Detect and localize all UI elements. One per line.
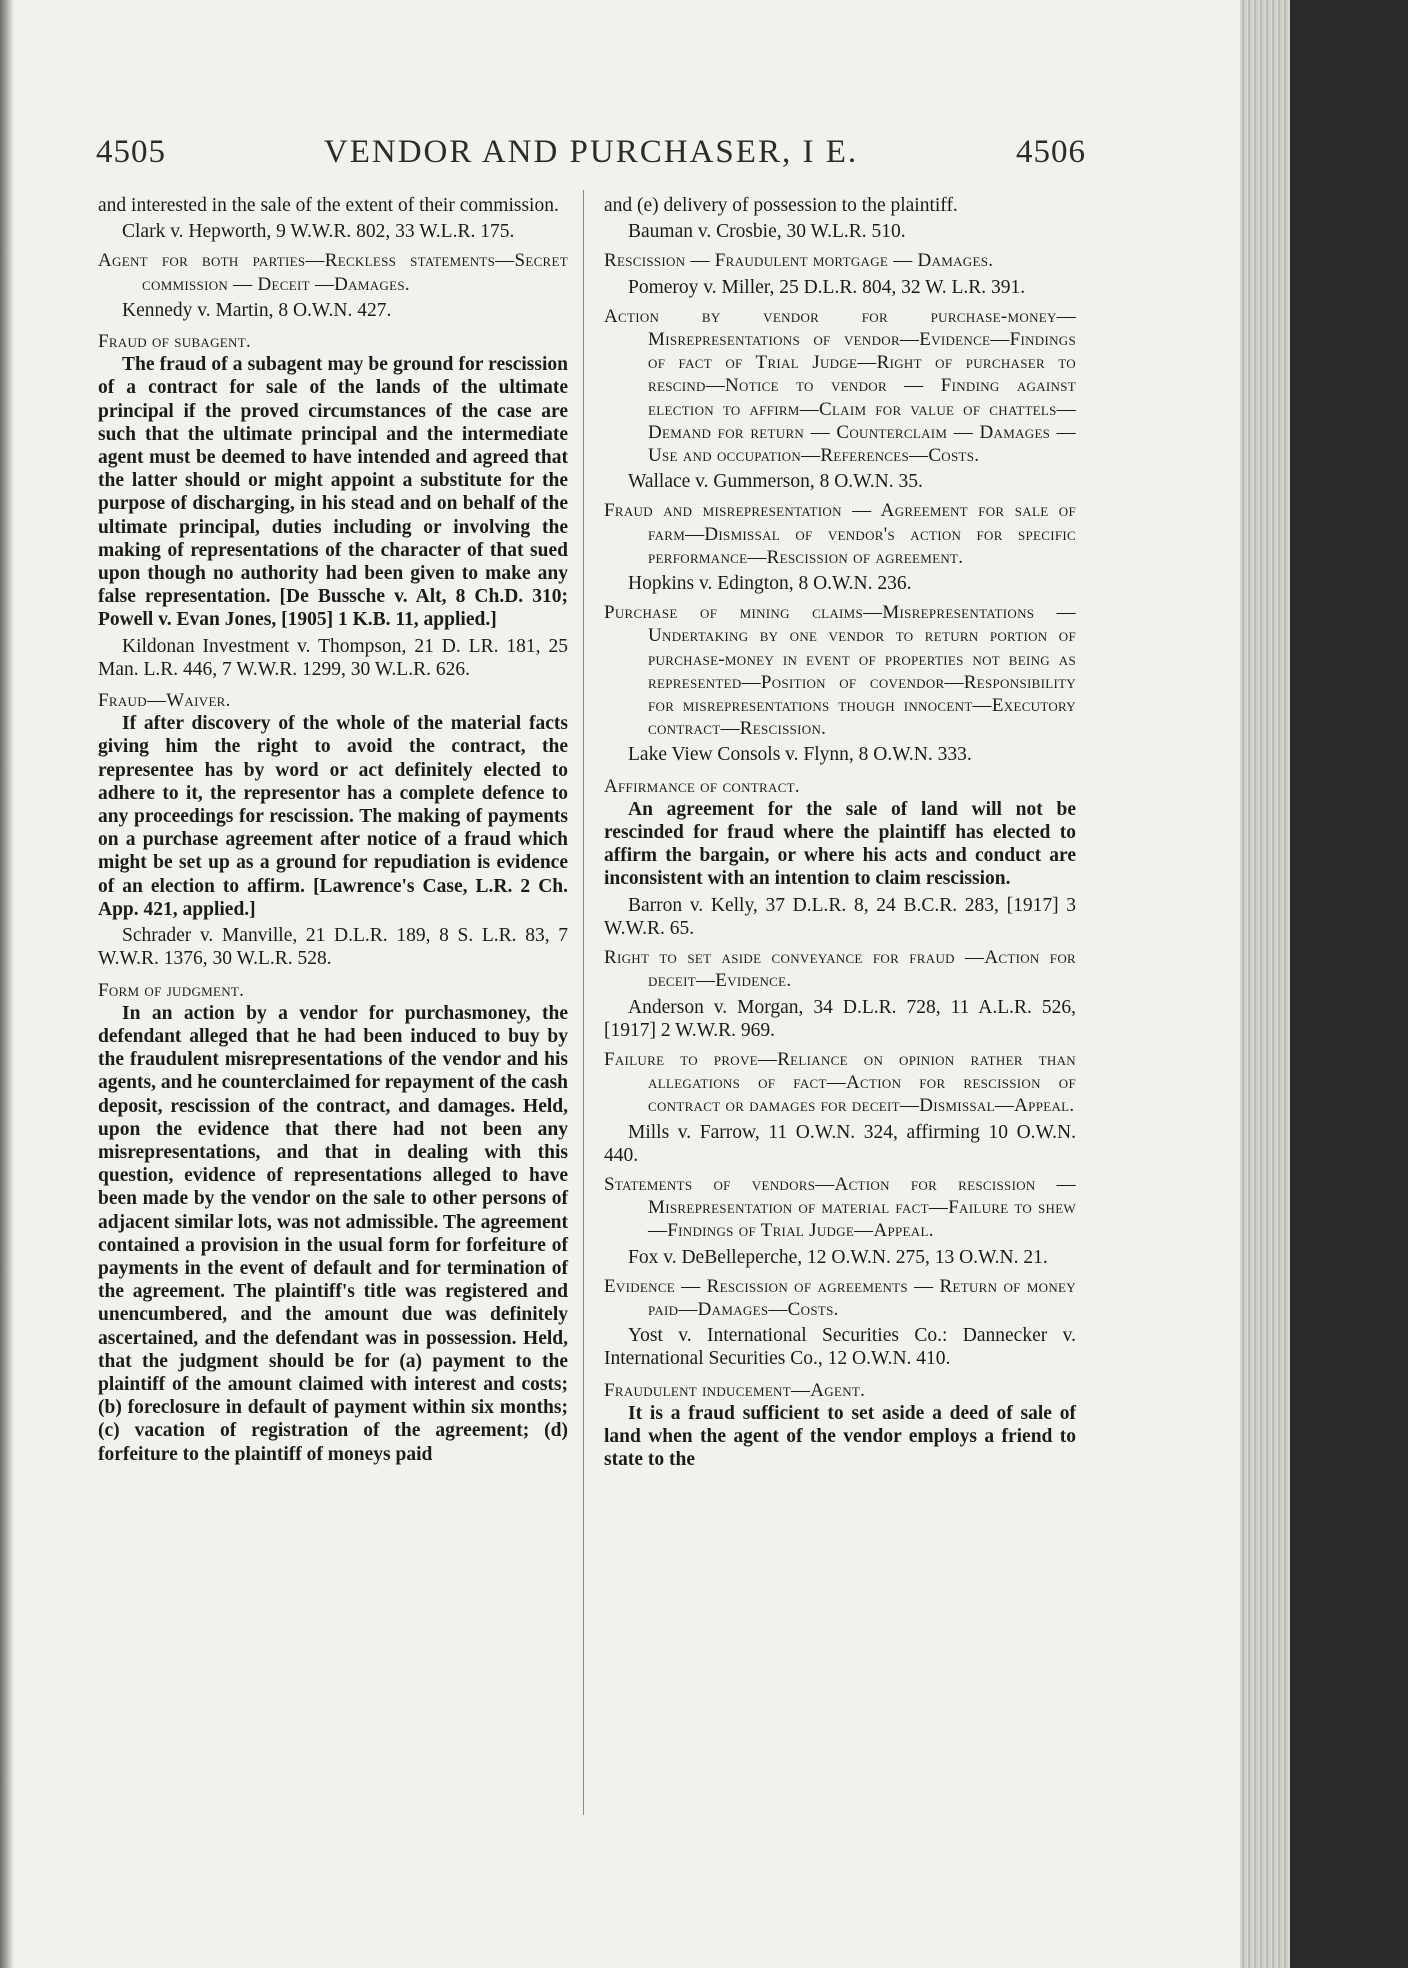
running-header	[96, 134, 1086, 178]
topic-heading: Evidence — Rescission of agreements — Return of money paid—Damages—Costs.	[604, 1275, 1076, 1320]
left-column	[98, 194, 568, 1466]
topic-heading: Fraud of subagent.	[98, 331, 252, 353]
right-column	[604, 194, 1076, 1471]
topic-heading: Form of judgment.	[98, 979, 245, 1001]
case-citation: Pomeroy v. Miller, 25 D.L.R. 804, 32 W. L.R. 391.	[628, 276, 1026, 298]
topic-heading: Failure to prove—Reliance on opinion rather than allegations of fact—Action for rescission of contract or damages for deceit—Dismissal—Appeal.	[604, 1048, 1076, 1117]
continued-text: and interested in the sale of the extent of their commission.	[98, 195, 559, 216]
case-citation: Yost v. International Securities Co.: Dannecker v. International Securities Co., 12 O.W.N. 410.	[604, 1325, 1076, 1370]
case-citation: Kildonan Investment v. Thompson, 21 D. LR. 181, 25 Man. L.R. 446, 7 W.W.R. 1299, 30 W.L.R. 626.	[98, 635, 568, 680]
case-citation: Clark v. Hepworth, 9 W.W.R. 802, 33 W.L.R. 175.	[122, 221, 515, 243]
case-citation: Barron v. Kelly, 37 D.L.R. 8, 24 B.C.R. 283, [1917] 3 W.W.R. 65.	[604, 894, 1076, 939]
headnote-text: If after discovery of the whole of the material facts giving him the right to avoid the contract, the representee has by word or act definitely elected to adhere to it, the representor has a complete defence to any proceedings for rescission. The making of payments on a purchase agreement after notice of a fraud which might be set up as a ground for repudiation is evidence of an election to affirm. [Lawrence's Case, L.R. 2 Ch. App. 421, applied.]	[98, 713, 568, 920]
topic-heading: Rescission — Fraudulent mortgage — Damages.	[604, 250, 994, 272]
topic-heading: Action by vendor for purchase-money—Misrepresentations of vendor—Evidence—Findings of fact of Trial Judge—Right of purchaser to rescind—Notice to vendor — Finding against election to affirm—Claim for value of chattels—Demand for return — Counterclaim — Damages —Use and occupation—References—Costs.	[604, 305, 1076, 467]
case-citation: Wallace v. Gummerson, 8 O.W.N. 35.	[628, 471, 923, 493]
case-citation: Lake View Consols v. Flynn, 8 O.W.N. 333.	[628, 744, 972, 766]
case-citation: Kennedy v. Martin, 8 O.W.N. 427.	[122, 299, 392, 321]
topic-heading: Fraudulent inducement—Agent.	[604, 1379, 866, 1401]
headnote-text: The fraud of a subagent may be ground for rescission of a contract for sale of the lands of the ultimate principal if the proved circumstances of the case are such that the ultimate principal and the intermediate agent must be deemed to have intended and agreed that the latter should or might appoint a substitute for the purpose of discharging, in his stead and on behalf of the ultimate principal, duties including or involving the making of representations of the character of that sued upon though no authority had been given to make any false representation. [De Bussche v. Alt, 8 Ch.D. 310; Powell v. Evan Jones, [1905] 1 K.B. 11, applied.]	[98, 354, 568, 631]
headnote-text: In an action by a vendor for purchasmoney, the defendant alleged that he had been induced to buy by the fraudulent misrepresentations of the vendor and his agents, and he counterclaimed for repayment of the cash deposit, rescission of the contract, and damages. Held, upon the evidence that there had not been any misrepresentations, and that in dealing with this question, evidence of representations alleged to have been made by the vendor on the sale to other persons of adjacent similar lots, was not admissible. The agreement contained a provision in the usual form for forfeiture of payments in the event of default and for termination of the agreement. The plaintiff's title was registered and unencumbered, and the amount due was definitely ascertained, and the defendant was in possession. Held, that the judgment should be for (a) payment to the plaintiff of the amount claimed with interest and costs; (b) foreclosure in default of payment within six months; (c) vacation of registration of the agreement; (d) forfeiture to the plaintiff of moneys paid	[98, 1002, 568, 1465]
page-number-right: 4506	[1016, 134, 1086, 170]
page-stack-edge	[1240, 0, 1290, 1968]
running-title: VENDOR AND PURCHASER, I E.	[323, 134, 859, 170]
case-citation: Mills v. Farrow, 11 O.W.N. 324, affirming 10 O.W.N. 440.	[604, 1121, 1076, 1166]
case-citation: Fox v. DeBelleperche, 12 O.W.N. 275, 13 O.W.N. 21.	[628, 1246, 1048, 1268]
topic-heading: Affirmance of contract.	[604, 775, 800, 797]
topic-heading: Right to set aside conveyance for fraud —Action for deceit—Evidence.	[604, 947, 1076, 992]
page-gutter-shadow	[0, 0, 14, 1968]
headnote-text: An agreement for the sale of land will not be rescinded for fraud where the plaintiff has elected to affirm the bargain, or where his acts and conduct are inconsistent with an intention to claim rescission.	[604, 798, 1076, 890]
case-citation: Bauman v. Crosbie, 30 W.L.R. 510.	[628, 221, 906, 243]
topic-heading: Agent for both parties—Reckless statements—Secret commission — Deceit —Damages.	[98, 250, 568, 295]
case-citation: Schrader v. Manville, 21 D.L.R. 189, 8 S. L.R. 83, 7 W.W.R. 1376, 30 W.L.R. 528.	[98, 925, 568, 970]
topic-heading: Fraud and misrepresentation — Agreement for sale of farm—Dismissal of vendor's action for specific performance—Rescission of agreement.	[604, 500, 1076, 568]
topic-heading: Purchase of mining claims—Misrepresentations — Undertaking by one vendor to return portion of purchase-money in event of properties not being as represented—Position of covendor—Responsibility for misrepresentations though innocent—Executory contract—Rescission.	[604, 602, 1076, 740]
case-citation: Anderson v. Morgan, 34 D.L.R. 728, 11 A.L.R. 526, [1917] 2 W.W.R. 969.	[604, 996, 1076, 1041]
topic-heading: Statements of vendors—Action for rescission — Misrepresentation of material fact—Failure to shew—Findings of Trial Judge—Appeal.	[604, 1173, 1076, 1242]
continued-text: and (e) delivery of possession to the plaintiff.	[604, 195, 958, 216]
page-number-left: 4505	[96, 134, 166, 170]
column-divider	[583, 190, 584, 1815]
topic-heading: Fraud—Waiver.	[98, 690, 231, 712]
case-citation: Hopkins v. Edington, 8 O.W.N. 236.	[628, 573, 912, 595]
headnote-text: It is a fraud sufficient to set aside a deed of sale of land when the agent of the vendor employs a friend to state to the	[604, 1402, 1076, 1471]
